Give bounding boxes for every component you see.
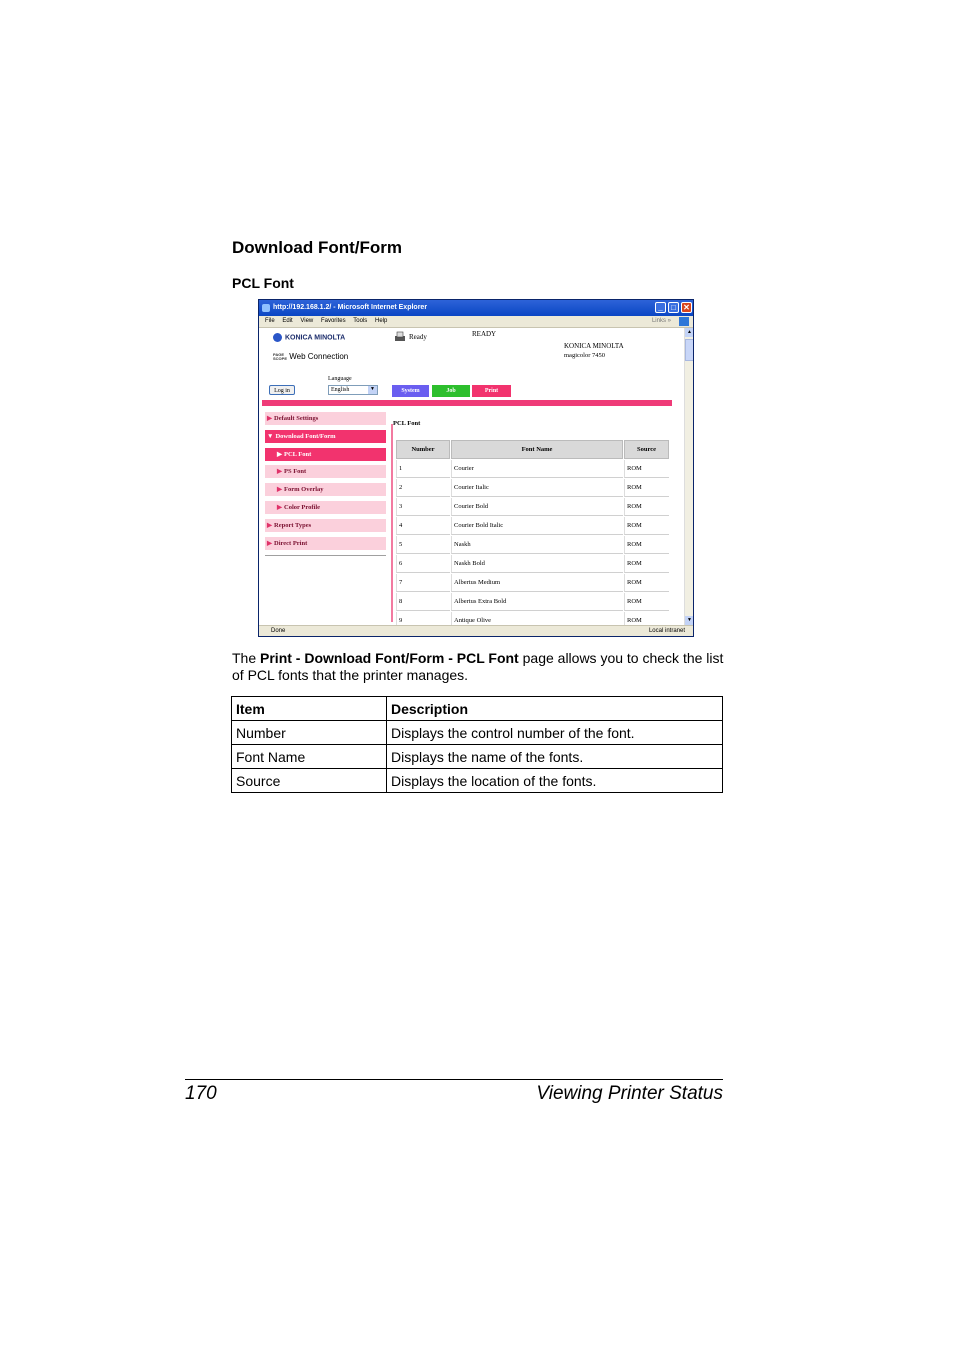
konica-minolta-logo: KONICA MINOLTA: [273, 333, 345, 342]
language-select[interactable]: English ▼: [328, 385, 378, 395]
scroll-thumb[interactable]: [685, 339, 694, 361]
description-paragraph: The Print - Download Font/Form - PCL Font page allows you to check the list of PCL fonts that the printer manages.: [232, 650, 724, 683]
brand-name: KONICA MINOLTA: [564, 342, 624, 350]
menu-edit[interactable]: Edit: [282, 318, 293, 324]
minimize-icon[interactable]: _: [655, 302, 666, 313]
triangle-right-icon: ▶: [277, 504, 282, 511]
table-cell: Font Name: [232, 745, 387, 769]
table-row: [396, 536, 669, 554]
table-row: [232, 769, 723, 793]
table-cell: 4: [396, 517, 450, 535]
sidebar-item-pcl-font[interactable]: [265, 448, 386, 461]
status-bar: [259, 625, 693, 637]
window-title: http://192.168.1.2/ - Microsoft Internet Explorer: [273, 304, 428, 311]
col-description: Description: [387, 697, 723, 721]
subsection-title: PCL Font: [232, 275, 294, 291]
triangle-right-icon: ▶: [267, 521, 272, 529]
col-source: Source: [624, 440, 669, 459]
table-cell: Albertus Extra Bold: [451, 593, 623, 611]
table-cell: ROM: [624, 593, 669, 611]
table-cell: Source: [232, 769, 387, 793]
browser-screenshot: [258, 299, 694, 637]
triangle-right-icon: ▶: [267, 539, 272, 547]
sidebar-item-label: Direct Print: [274, 539, 308, 547]
pagescope-logo: PAGE SCOPE Web Connection: [273, 351, 349, 361]
table-cell: Displays the location of the fonts.: [387, 769, 723, 793]
window-titlebar: [259, 300, 693, 316]
table-cell: Naskh: [451, 536, 623, 554]
table-row: [396, 555, 669, 573]
table-cell: 8: [396, 593, 450, 611]
links-menu[interactable]: Links »: [651, 318, 671, 324]
model-name: magicolor 7450: [564, 352, 605, 359]
printer-icon: [394, 331, 406, 343]
tab-system[interactable]: System: [392, 385, 429, 397]
header-divider: [262, 400, 672, 406]
sidebar-divider: [265, 555, 386, 556]
triangle-right-icon: ▶: [277, 468, 282, 476]
windows-logo-icon: [679, 317, 689, 326]
content-title: PCL Font: [393, 420, 421, 427]
col-item: Item: [232, 697, 387, 721]
sidebar-item-label: Default Settings: [274, 415, 319, 422]
tab-print[interactable]: Print: [472, 385, 511, 397]
table-row: [396, 479, 669, 497]
table-cell: ROM: [624, 536, 669, 554]
menu-tools[interactable]: Tools: [353, 318, 368, 324]
chapter-title: Viewing Printer Status: [536, 1083, 723, 1104]
sidebar-item-download-font-form[interactable]: [265, 430, 386, 443]
table-cell: 6: [396, 555, 450, 573]
sidebar-item-label: PCL Font: [284, 450, 312, 458]
table-cell: 3: [396, 498, 450, 516]
table-cell: 9: [396, 612, 450, 630]
table-cell: Naskh Bold: [451, 555, 623, 573]
sidebar-item-default-settings[interactable]: [265, 412, 386, 425]
scroll-down-icon[interactable]: ▼: [685, 616, 694, 625]
menu-bar: [259, 316, 693, 328]
sidebar-item-form-overlay[interactable]: [265, 483, 386, 496]
table-row: [396, 460, 669, 478]
status-zone: Local intranet: [648, 628, 685, 634]
col-number: Number: [396, 440, 450, 459]
table-cell: ROM: [624, 479, 669, 497]
table-cell: ROM: [624, 555, 669, 573]
scrollbar[interactable]: [684, 328, 694, 625]
page-content: [259, 328, 693, 625]
description-bold: Print - Download Font/Form - PCL Font: [260, 650, 519, 666]
sidebar-item-label: Report Types: [274, 521, 312, 529]
table-cell: ROM: [624, 612, 669, 630]
table-cell: ROM: [624, 460, 669, 478]
table-cell: 1: [396, 460, 450, 478]
menu-view[interactable]: View: [300, 318, 314, 324]
menu-file[interactable]: File: [265, 318, 275, 324]
table-cell: Displays the control number of the font.: [387, 721, 723, 745]
table-row: [396, 517, 669, 535]
sidebar-item-ps-font[interactable]: [265, 465, 386, 478]
triangle-right-icon: ▶: [267, 415, 272, 422]
maximize-icon[interactable]: □: [668, 302, 679, 313]
table-cell: Number: [232, 721, 387, 745]
scroll-up-icon[interactable]: ▲: [685, 328, 694, 337]
item-table: [231, 696, 723, 793]
globe-icon: [273, 333, 282, 342]
footer-rule: [185, 1079, 723, 1080]
table-row: [396, 593, 669, 611]
table-cell: Courier Bold Italic: [451, 517, 623, 535]
sidebar-item-label: PS Font: [284, 468, 307, 476]
table-cell: 7: [396, 574, 450, 592]
triangle-right-icon: ▶: [277, 450, 282, 458]
language-label: Language: [328, 376, 352, 382]
table-row: [396, 498, 669, 516]
tab-job[interactable]: Job: [432, 385, 470, 397]
font-table: [395, 439, 670, 631]
table-cell: Courier: [451, 460, 623, 478]
section-title: Download Font/Form: [232, 238, 402, 257]
sidebar-item-report-types[interactable]: [265, 519, 386, 532]
menu-favorites[interactable]: Favorites: [320, 318, 346, 324]
table-row: [396, 574, 669, 592]
close-icon[interactable]: ✕: [681, 302, 692, 313]
status-done: Done: [271, 628, 286, 634]
sidebar-item-direct-print[interactable]: [265, 537, 386, 550]
content-divider: [391, 424, 393, 622]
table-cell: Displays the name of the fonts.: [387, 745, 723, 769]
chevron-down-icon: ▼: [368, 386, 377, 394]
page-number: 170: [185, 1083, 217, 1104]
col-font-name: Font Name: [451, 440, 623, 459]
printer-status: READY: [472, 330, 497, 338]
table-cell: ROM: [624, 498, 669, 516]
triangle-right-icon: ▶: [277, 486, 282, 494]
table-cell: 2: [396, 479, 450, 497]
table-cell: Courier Italic: [451, 479, 623, 497]
table-cell: ROM: [624, 574, 669, 592]
table-row: [232, 745, 723, 769]
ready-icon-label: Ready: [409, 333, 427, 341]
login-button[interactable]: Log in: [269, 385, 295, 395]
table-row: [232, 721, 723, 745]
table-cell: Albertus Medium: [451, 574, 623, 592]
sidebar-item-label: Form Overlay: [284, 486, 324, 494]
links-label: Links: [651, 318, 666, 324]
sidebar-item-color-profile[interactable]: [265, 501, 386, 514]
table-cell: Courier Bold: [451, 498, 623, 516]
sidebar-item-label: Color Profile: [284, 504, 321, 511]
ie-icon: [262, 304, 270, 312]
table-cell: 5: [396, 536, 450, 554]
table-cell: ROM: [624, 517, 669, 535]
sidebar-item-label: Download Font/Form: [275, 432, 336, 440]
triangle-down-icon: ▼: [267, 432, 274, 440]
table-cell: Antique Olive: [451, 612, 623, 630]
menu-help[interactable]: Help: [374, 318, 388, 324]
